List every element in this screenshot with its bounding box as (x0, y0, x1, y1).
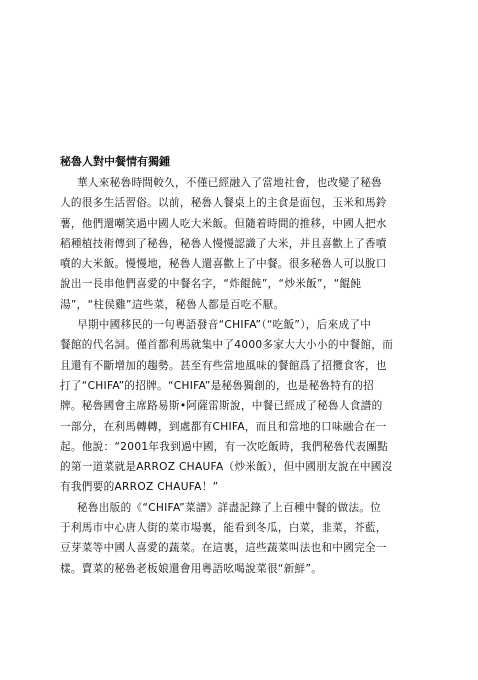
text-line: 說出一長串他們喜愛的中餐名字，“炸餛飩”，“炒米飯”，“餛飩 (60, 278, 362, 291)
paragraph-3 (60, 498, 426, 579)
text-line: 餐館的代名詞。僅首都利馬就集中了4000多家大大小小的中餐館，而 (60, 339, 394, 352)
text-line: 早期中國移民的一句粵語發音“CHIFA”（“吃飯”），后來成了中 (77, 319, 372, 332)
text-line: 牌。秘魯國會主席路易斯•阿薩雷斯說，中餐已經成了秘魯人食譜的 (60, 400, 383, 413)
text-line: 起。他說：“2001年我到過中國，有一次吃飯時，我們秘魯代表團點 (60, 440, 389, 453)
text-line: 豆芽菜等中國人喜愛的蔬菜。在這裏，這些蔬菜叫法也和中國完全一 (60, 542, 387, 555)
text-line: 湯”，“柱侯雞”這些菜，秘魯人都是百吃不厭。 (60, 298, 285, 311)
text-line: 人的很多生活習俗。以前，秘魯人餐桌上的主食是面包，玉米和馬鈴 (60, 197, 387, 210)
text-line: 薯，他們還嘲笑過中國人吃大米飯。但隨着時間的推移，中國人把水 (60, 217, 387, 230)
text-line: 稻種植技術傳到了秘魯，秘魯人慢慢認識了大米，并且喜歡上了香噴 (60, 237, 387, 250)
article-title: 秘魯人對中餐情有獨鍾 (60, 155, 170, 168)
text-line: 有我們要的ARROZ CHAUFA！” (60, 481, 219, 494)
text-line: 的第一道菜就是ARROZ CHAUFA（炒米飯），但中國朋友說在中國沒 (60, 461, 393, 474)
paragraph-1 (60, 173, 426, 315)
text-line: 且還有不斷增加的趨勢。甚至有些當地風味的餐館爲了招攬食客，也 (60, 359, 387, 372)
text-line: 秘魯出版的《“CHIFA”菜譜》詳盡記錄了上百種中餐的做法。位 (77, 501, 382, 514)
text-line: 一部分，在利馬轉轉，到處都有CHIFA，而且和當地的口味融合在一 (60, 420, 387, 433)
text-line: 于利馬市中心唐人街的菜市場裏，能看到冬瓜，白菜，韭菜，芥藍， (60, 522, 387, 535)
text-line: 打了“CHIFA”的招牌。“CHIFA”是秘魯獨創的，也是秘魯特有的招 (60, 379, 375, 392)
text-line: 樣。賣菜的秘魯老板娘還會用粵語吆喝說菜很“新鮮”。 (60, 562, 323, 575)
paragraph-2 (60, 315, 426, 498)
article (60, 153, 426, 579)
text-line: 華人來秘魯時間較久，不僅已經融入了當地社會，也改變了秘魯 (77, 177, 383, 189)
text-line: 噴的大米飯。慢慢地，秘魯人還喜歡上了中餐。很多秘魯人可以脫口 (60, 258, 387, 271)
